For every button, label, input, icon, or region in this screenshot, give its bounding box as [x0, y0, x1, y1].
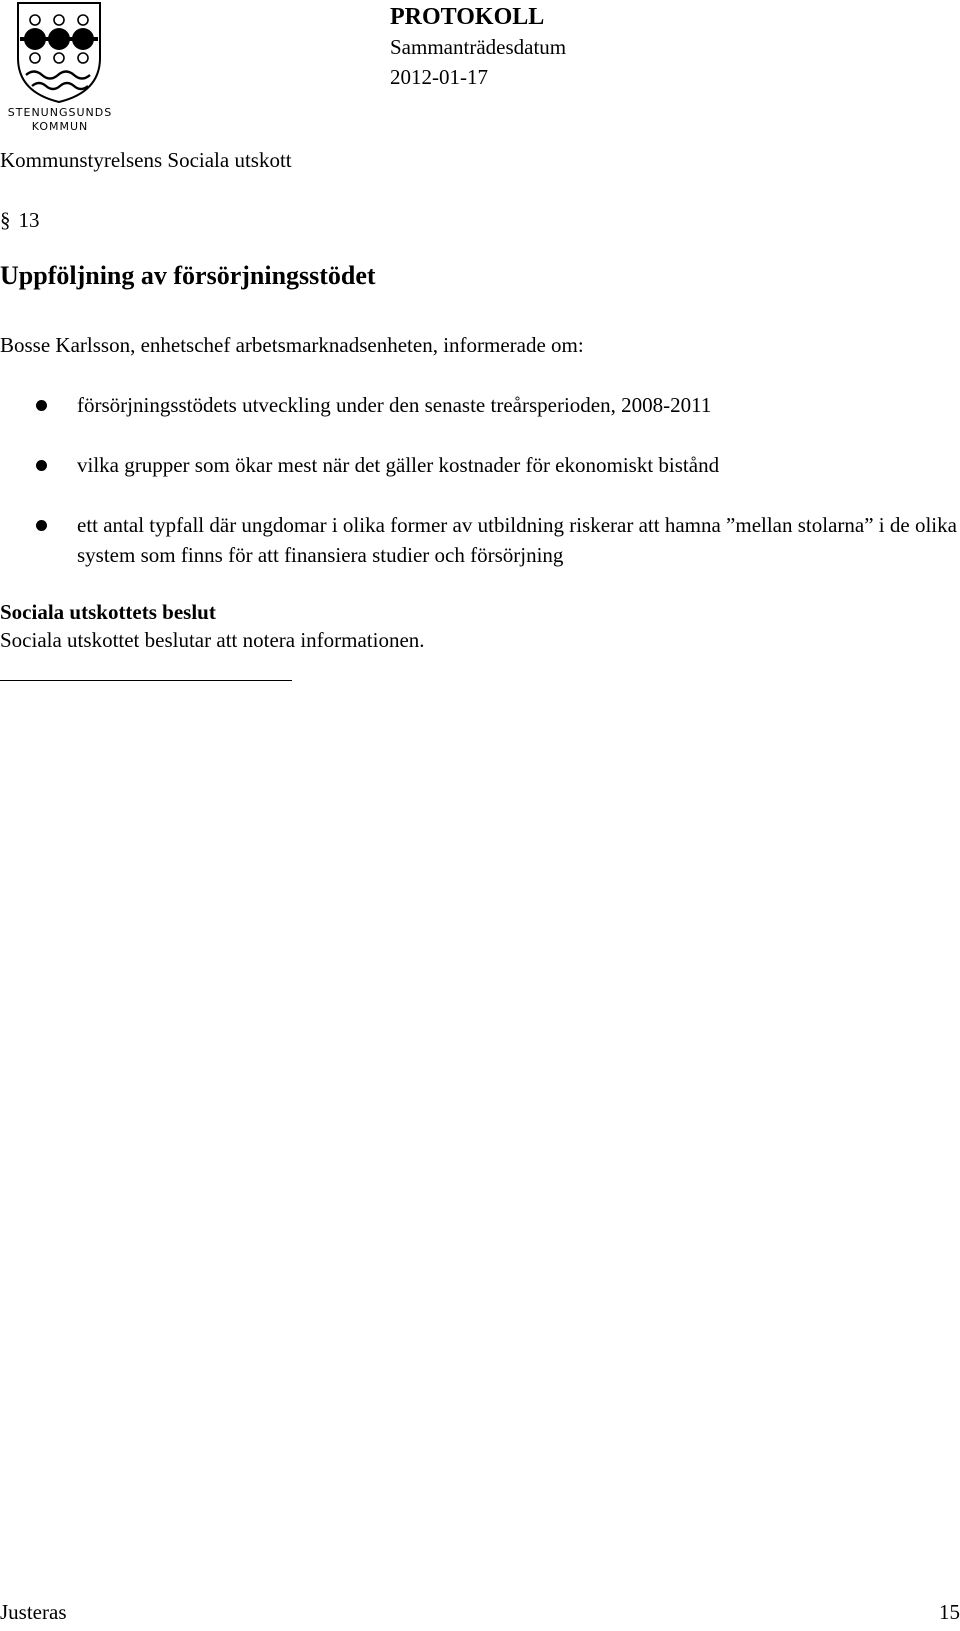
decision-heading: Sociala utskottets beslut	[0, 600, 216, 624]
section-number-value: 13	[18, 208, 40, 232]
list-item	[0, 510, 960, 570]
bullet-icon	[36, 400, 47, 411]
page-number: 15	[939, 1600, 960, 1624]
decision-text: Sociala utskottet beslutar att notera informationen.	[0, 628, 425, 652]
municipality-logo	[0, 0, 120, 138]
coat-of-arms-icon	[0, 0, 120, 104]
signature-line	[0, 680, 292, 681]
meeting-date: 2012-01-17	[390, 65, 488, 89]
meeting-date-label: Sammanträdesdatum	[390, 35, 567, 59]
section-number	[0, 208, 40, 233]
document-header	[390, 2, 566, 92]
list-item	[0, 450, 960, 480]
bullet-icon	[36, 520, 47, 531]
logo-name-line1: STENUNGSUNDS	[7, 106, 113, 119]
topic-list	[0, 390, 960, 600]
paragraph-sign: §	[0, 208, 11, 232]
intro-text: Bosse Karlsson, enhetschef arbetsmarknadsenheten, informerade om:	[0, 333, 584, 357]
document-type: PROTOKOLL	[390, 4, 545, 30]
list-item-text: ett antal typfall där ungdomar i olika former av utbildning riskerar att hamna ”mellan stolarna” i de olika system som finns för att finansiera studier och försörjning	[77, 513, 957, 567]
logo-name-line2: KOMMUN	[31, 120, 89, 133]
list-item-text: vilka grupper som ökar mest när det gäller kostnader för ekonomiskt bistånd	[77, 453, 720, 477]
committee-name: Kommunstyrelsens Sociala utskott	[0, 148, 292, 172]
list-item	[0, 390, 960, 420]
footer-justeras: Justeras	[0, 1600, 67, 1624]
list-item-text: försörjningsstödets utveckling under den senaste treårsperioden, 2008-2011	[77, 393, 712, 417]
bullet-icon	[36, 460, 47, 471]
page-title: Uppföljning av försörjningsstödet	[0, 261, 376, 290]
